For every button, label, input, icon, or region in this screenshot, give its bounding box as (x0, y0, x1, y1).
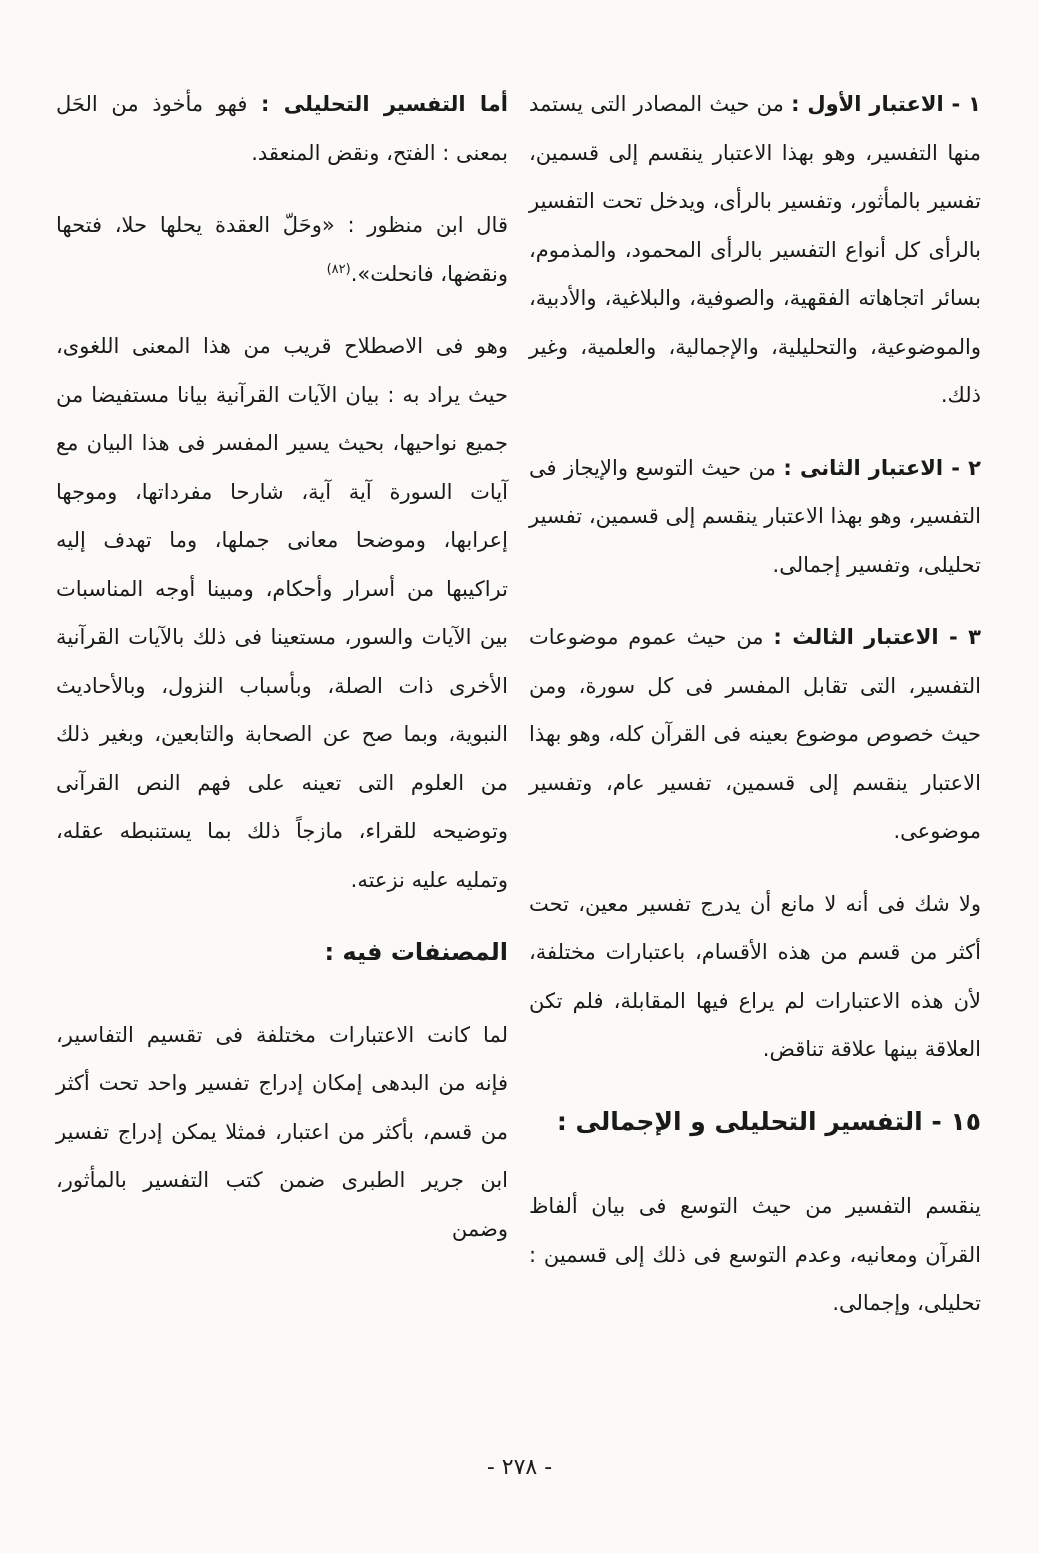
paragraph-division: ينقسم التفسير من حيث التوسع فى بيان ألفاظ القرآن ومعانيه، وعدم التوسع فى ذلك إلى قسمين : تحليلى، وإجمالى. (529, 1194, 981, 1315)
second-consideration-lead: ٢ - الاعتبار الثانى : (783, 455, 981, 480)
paragraph-third-consideration (529, 613, 981, 856)
paragraph-works: لما كانت الاعتبارات مختلفة فى تقسيم التفاسير، فإنه من البدهى إمكان إدراج تفسير واحد تحت أكثر من قسم، بأكثر من اعتبار، فمثلا يمكن إدراج تفسير ابن جرير الطبرى ضمن كتب التفسير بالمأثور، وضمن (56, 1022, 508, 1241)
paragraph-analytical-definition (56, 80, 508, 177)
paragraph-ibn-manzur (56, 201, 508, 298)
left-column (56, 80, 508, 1277)
analytical-lead: أما التفسير التحليلى : (261, 92, 508, 116)
right-column (529, 80, 981, 1352)
first-consideration-text: من حيث المصادر التى يستمد منها التفسير، وهو بهذا الاعتبار ينقسم إلى قسمين، تفسير بالمأثور، وتفسير بالرأى، ويدخل تحت التفسير بالرأى كل أنواع التفسير بالرأى المحمود، والمذموم، بسائر اتجاهاته الفقهية، والصوفية، والبلاغية، والأدبية، والموضوعية، والتحليلية، والإجمالية، والعلمية، وغير ذلك. (529, 92, 981, 407)
section-heading-analytical-summary: ١٥ - التفسير التحليلى و الإجمالى : (556, 1106, 981, 1136)
ibn-manzur-quote: قال ابن منظور : «وحَلّ العقدة يحلها حلا، فتحها ونقضها، فانحلت». (56, 213, 508, 286)
third-consideration-lead: ٣ - الاعتبار الثالث : (773, 625, 981, 649)
page-number: - ٢٧٨ - (486, 1455, 553, 1480)
first-consideration-lead: ١ - الاعتبار الأول : (791, 92, 981, 116)
paragraph-second-consideration (529, 444, 981, 590)
second-consideration-text: من حيث التوسع والإيجاز فى التفسير، وهو بهذا الاعتبار ينقسم إلى قسمين، تفسير تحليلى، وتفسير إجمالى. (529, 455, 981, 577)
paragraph-first-consideration (529, 80, 981, 420)
paragraph-no-objection: ولا شك فى أنه لا مانع أن يدرج تفسير معين، تحت أكثر من قسم من هذه الأقسام، باعتبارات مختلفة، لأن هذه الاعتبارات لم يراع فيها المقابلة، فلم تكن العلاقة بينها علاقة تناقض. (529, 891, 981, 1061)
analytical-text: فهو مأخوذ من الحَل بمعنى : الفتح، ونقض المنعقد. (56, 92, 508, 165)
footnote-reference: (٨٢) (326, 261, 351, 277)
third-consideration-text: من حيث عموم موضوعات التفسير، التى تقابل المفسر فى كل سورة، ومن حيث خصوص موضوع بعينه فى القرآن كله، وهو بهذا الاعتبار ينقسم إلى قسمين، تفسير عام، وتفسير موضوعى. (529, 625, 981, 843)
section-heading-works: المصنفات فيه : (324, 938, 508, 966)
paragraph-technical-meaning: وهو فى الاصطلاح قريب من هذا المعنى اللغوى، حيث يراد به : بيان الآيات القرآنية بيانا مستفيضا من جميع نواحيها، بحيث يسير المفسر فى هذا البيان مع آيات السورة آية آية، شارحا مفرداتها، وموجها إعرابها، وموضحا معانى جملها، وما تهدف إليه تراكيبها من أسرار وأحكام، ومبينا أوجه المناسبات بين الآيات والسور، مستعينا فى ذلك بالآيات القرآنية الأخرى ذات الصلة، وبأسباب النزول، وبالأحاديث النبوية، وبما صح عن الصحابة والتابعين، وبغير ذلك من العلوم التى تعينه على فهم النص القرآنى وتوضيحه للقراء، مازجاً ذلك بما يستنبطه عقله، وتمليه عليه نزعته. (56, 334, 508, 892)
